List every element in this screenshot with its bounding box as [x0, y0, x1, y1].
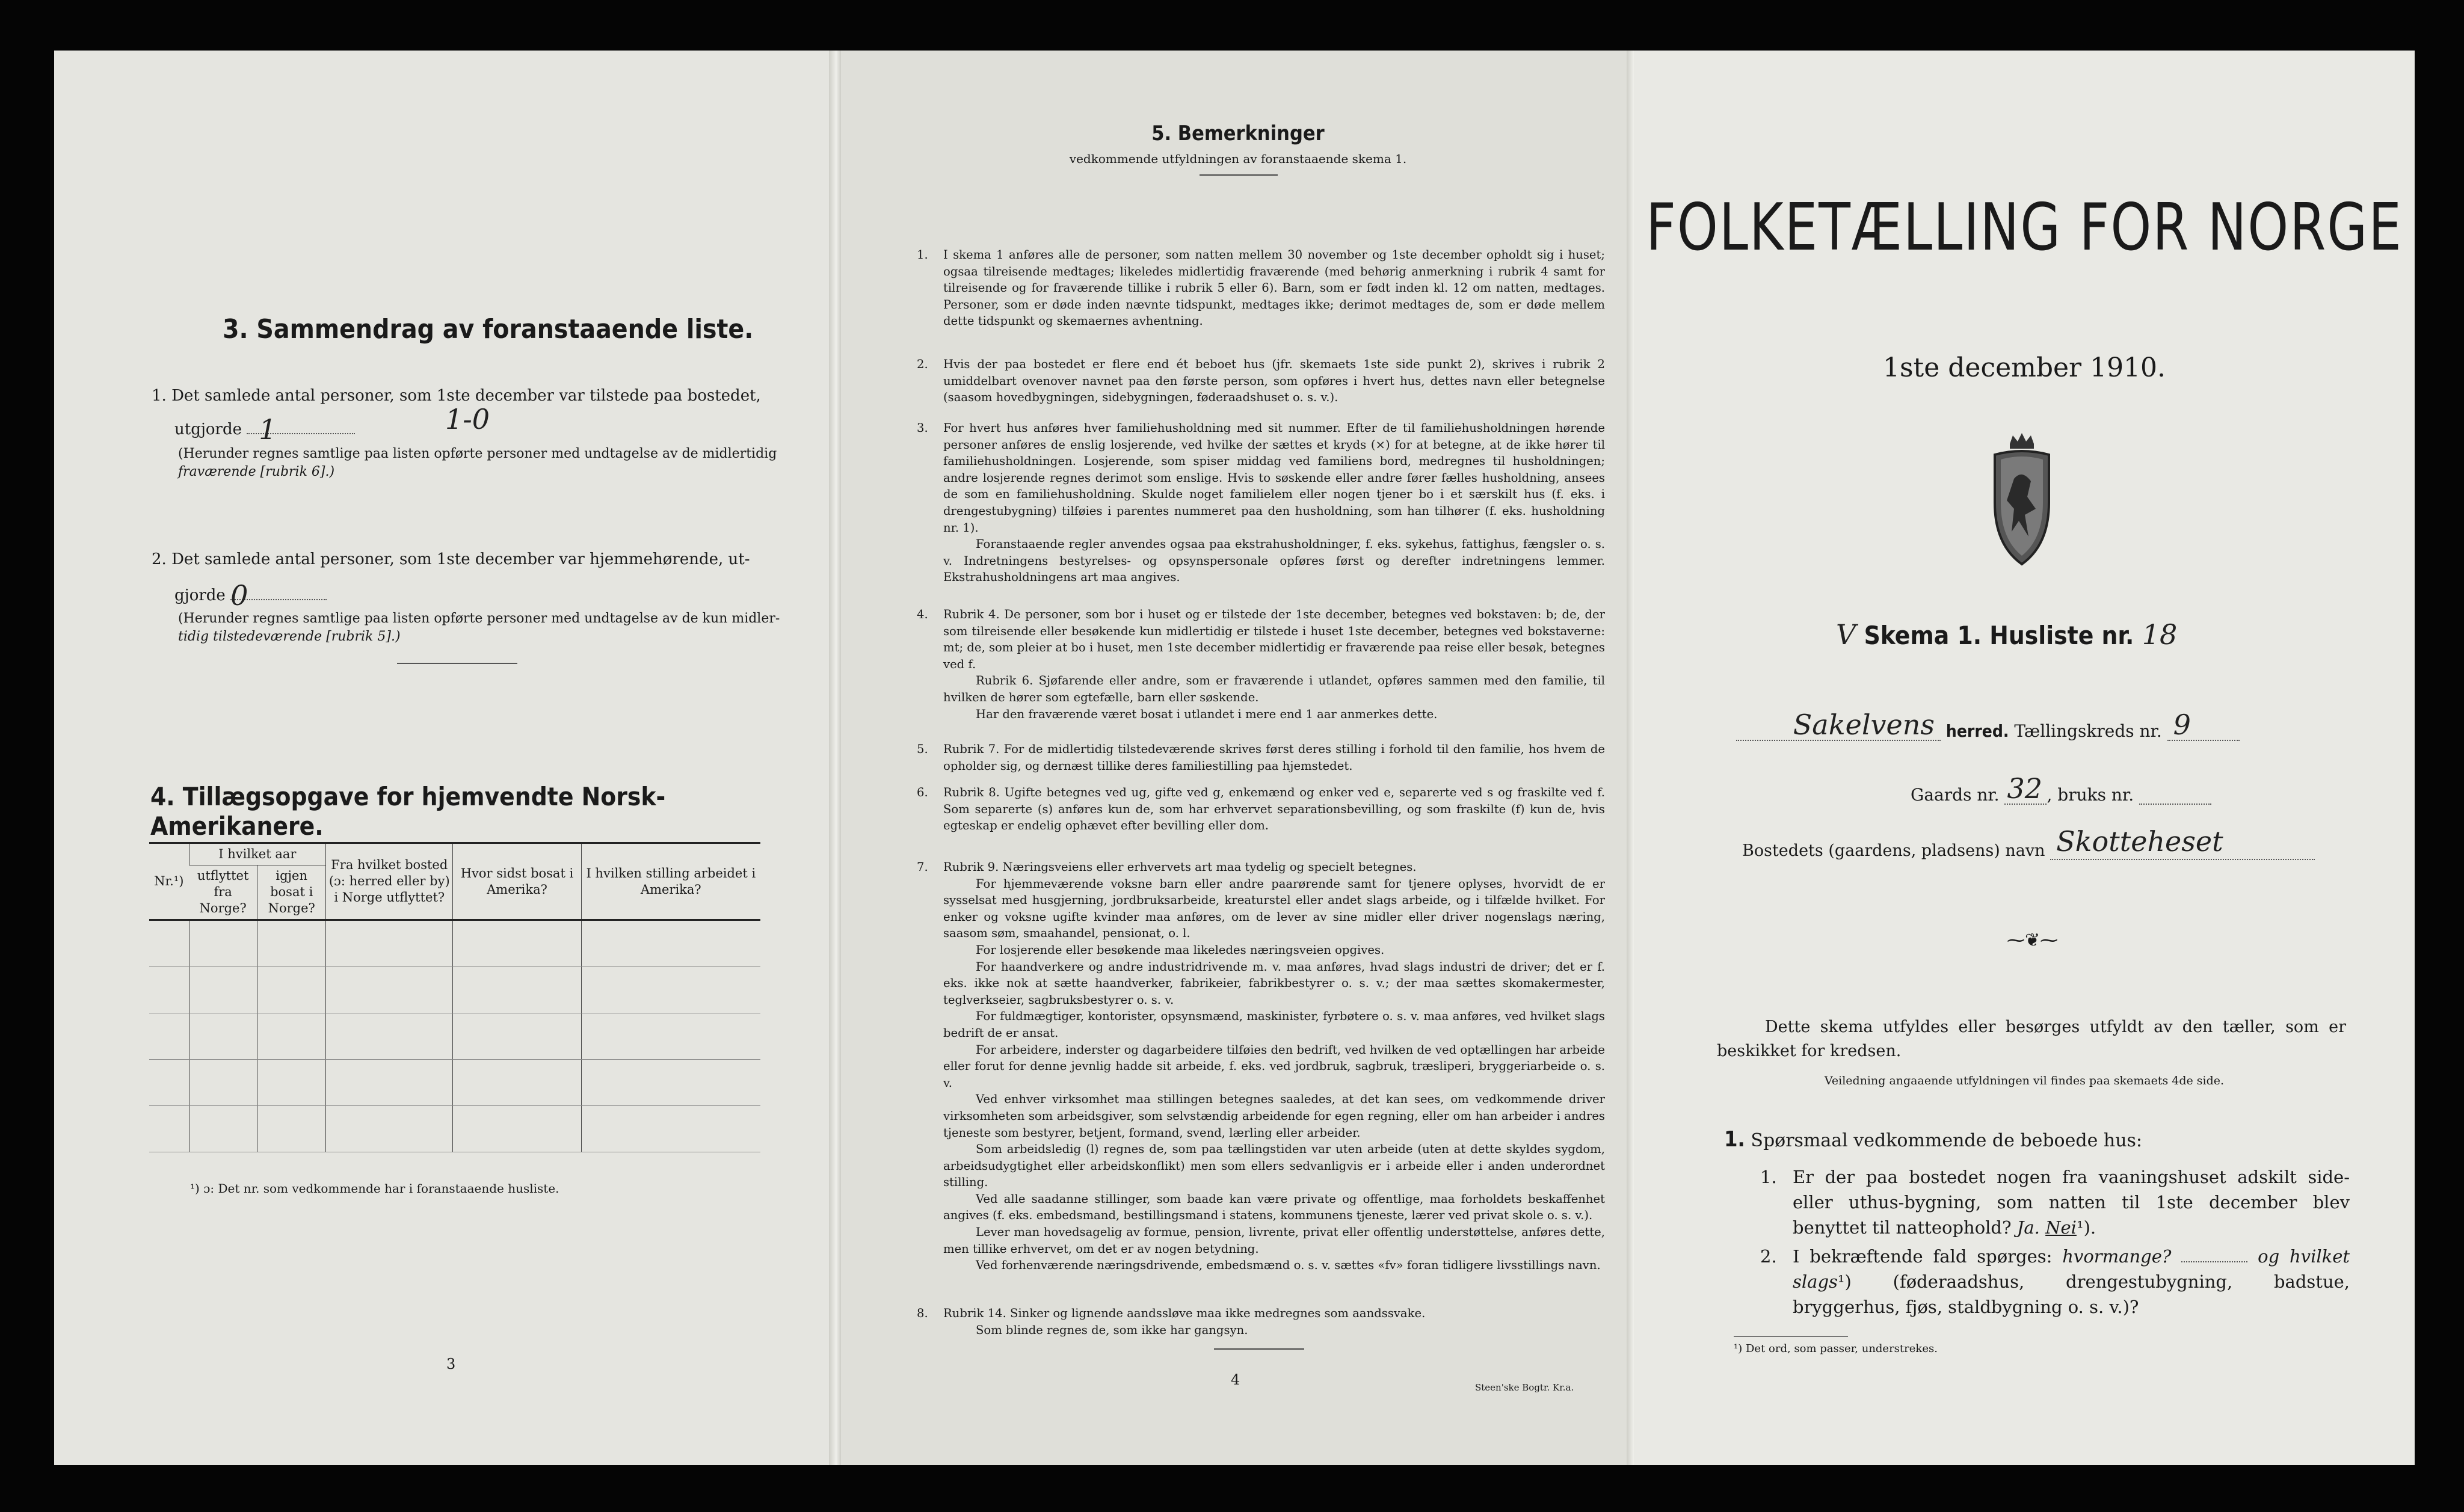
q2-rest: ¹) (føderaadshus, drengestubygning, badstue, bryggerhus, fjøs, staldbygning o. s. v.)?	[1793, 1271, 2350, 1317]
remark-paragraph: Som blinde regnes de, som ikke har gangsyn.	[976, 1323, 1248, 1337]
q2-text: 2. Det samlede antal personer, som 1ste december var hjemmehørende, ut-	[152, 550, 750, 568]
remark-number: 5.	[917, 742, 928, 756]
remark-paragraph: Rubrik 9. Næringsveiens eller erhvervets art maa tydelig og specielt betegnes.	[943, 860, 1417, 874]
q1-tail: ¹).	[2076, 1217, 2096, 1238]
remark-item	[917, 784, 1605, 834]
printer-mark: Steen'ske Bogtr. Kr.a.	[1475, 1382, 1574, 1393]
remark-paragraph: Rubrik 4. De personer, som bor i huset og er tilstede der 1ste december, betegnes ved bokstaven: b; de, der som tilreisende eller besøkende kun midlertidig er tilstede i huset 1ste december, betegnes ved bokstaverne: mt; de, som pleier at bo i huset, men 1ste december midlertidig er fraværende paa reise eller besøk, betegnes ved f.	[943, 607, 1605, 671]
remark-item	[917, 356, 1605, 406]
footnote-rule	[1734, 1336, 1848, 1337]
instruction-2: Veiledning angaaende utfyldningen vil findes paa skemaets 4de side.	[1824, 1074, 2225, 1087]
page-3	[54, 51, 829, 1465]
ornament-icon: ⁓❦⁓	[2007, 930, 2059, 951]
krets-value: 9	[2173, 708, 2191, 741]
remark-paragraph: For hvert hus anføres hver familiehusholdning med sit nummer. Efter de til familiehusholdningen hørende personer anføres de enslig losjerende, ved hvilke der sættes et kryds (×) for at betegne, at de ikke hører til familiehusholdningen. Losjerende, som spiser middag ved familiens bord, medregnes til husholdningen; andre losjerende regnes derimot som enslige. Hvis to søskende eller andre fører fælles husholdning, ansees de som en familiehusholdning. Skulde noget familielem eller nogen tjener bo i et særskilt hus (f. eks. i drengestubygning) tilføies i parentes nummeret paa den husholdning, som han tilhører (f. eks. husholdning nr. 1).	[943, 421, 1605, 535]
coat-of-arms-icon	[1977, 431, 2067, 569]
q2-num: 2.	[1760, 1246, 1777, 1267]
remark-item	[917, 741, 1605, 774]
gaards-line	[1911, 772, 2211, 805]
remark-paragraph: Ved enhver virksomhet maa stillingen betegnes saaledes, at det kan sees, om vedkommende driver virksomheten som arbeidsgiver, som selvstændig arbeidende for egen regning, eller om han arbeider i andres tjeneste som bestyrer, betjent, formand, svend, lærling eller arbeider.	[943, 1092, 1605, 1140]
q1-note1: (Herunder regnes samtlige paa listen opførte personer med undtagelse av de midlertidig	[178, 446, 777, 461]
remark-number: 6.	[917, 785, 928, 799]
skema-label: Skema 1. Husliste nr.	[1864, 621, 2134, 650]
bosted-value: Skotteheset	[2056, 825, 2223, 858]
remark-paragraph: Rubrik 7. For de midlertidig tilstedeværende skrives først deres stilling i forhold til den familie, hos hvem de opholder sig, og dernæst tillike deres familiestilling paa hjemstedet.	[943, 742, 1605, 773]
remark-paragraph: Har den fraværende været bosat i utlandet i mere end 1 aar anmerkes dette.	[976, 707, 1438, 721]
page-1	[1634, 51, 2415, 1465]
check-mark: V	[1836, 618, 1856, 651]
remark-paragraph: Hvis der paa bostedet er flere end ét beboet hus (jfr. skemaets 1ste side punkt 2), skrives i rubrik 2 umiddelbart ovenover navnet paa den første person, som opføres i hvert hus, dettes navn eller betegnelse (saasom hovedbygningen, sidebygningen, føderaadshuset o. s. v.).	[943, 357, 1605, 405]
herred-line	[1736, 708, 2386, 741]
questions-heading-text: Spørsmaal vedkommende de beboede hus:	[1751, 1130, 2143, 1151]
q2-how-many: hvormange?	[2062, 1246, 2172, 1267]
remarks-title: 5. Bemerkninger	[1151, 121, 1325, 146]
remark-paragraph: For losjerende eller besøkende maa likeledes næringsveien opgives.	[976, 942, 1385, 957]
q2-pre: I bekræftende fald spørges:	[1793, 1246, 2053, 1267]
remark-item	[917, 859, 1605, 1274]
table-row	[149, 1013, 760, 1060]
q1-num: 1.	[1760, 1167, 1777, 1187]
col-nr: Nr.¹)	[149, 843, 189, 920]
table-row	[149, 967, 760, 1013]
remark-paragraph: For arbeidere, inderster og dagarbeidere tilføies den bedrift, ved hvilken de ved optællingen har arbeide eller forut for denne jevnlig hadde sit arbeide, f. eks. ved jordbruk, sagbruk, træsliperi, bryggeriarbeide o. s. v.	[943, 1042, 1605, 1090]
divider	[397, 663, 517, 664]
q1-nei[interactable]: Nei	[2045, 1217, 2077, 1238]
q2-answer-line	[174, 579, 327, 612]
gaards-label: Gaards nr.	[1911, 785, 2000, 805]
table-footnote: ¹) ɔ: Det nr. som vedkommende har i foranstaaende husliste.	[190, 1181, 559, 1196]
bosted-label: Bostedets (gaardens, pladsens) navn	[1742, 841, 2045, 860]
krets-field[interactable]	[2167, 708, 2240, 741]
divider	[1214, 1348, 1304, 1350]
table-row	[149, 1060, 760, 1106]
remark-paragraph: Rubrik 6. Sjøfarende eller andre, som er fraværende i utlandet, opføres sammen med den familie, til hvilken de hører som egtefælle, barn eller søskende.	[943, 674, 1605, 704]
col-occupation: I hvilken stilling arbeidet i Amerika?	[581, 843, 760, 920]
q1-answer-field[interactable]	[247, 413, 355, 446]
krets-label: Tællingskreds nr.	[2014, 721, 2162, 741]
col-from-where: Fra hvilket bosted (ɔ: herred eller by) i Norge utflyttet?	[326, 843, 453, 920]
q2-what: og hvilket slags	[1793, 1246, 2350, 1292]
table-row	[149, 920, 760, 967]
question-2	[1760, 1244, 2350, 1320]
remark-number: 2.	[917, 357, 928, 371]
col-returned: igjen bosat i Norge?	[257, 865, 326, 920]
remark-item	[917, 420, 1605, 586]
col-year-group: I hvilket aar	[189, 843, 326, 865]
remark-paragraph: I skema 1 anføres alle de personer, som natten mellem 30 november og 1ste december opholdt sig i huset; ogsaa tilreisende medtages; likeledes midlertidig fraværende (med behørig anmerkning i rubrik 4 samt for tilreisende og for fraværende tillike i rubrik 5 eller 6). Barn, som er født inden kl. 12 om natten, medtages. Personer, som er døde inden nævnte tidspunkt, medtages ikke; derimot medtages de, som er døde mellem dette tidspunkt og skemaernes avhentning.	[943, 248, 1605, 328]
q1-text: Er der paa bostedet nogen fra vaaningshuset adskilt side- eller uthus-bygning, som natten til 1ste december blev benyttet til natteophold?	[1793, 1167, 2350, 1238]
q2-note1: (Herunder regnes samtlige paa listen opførte personer med undtagelse av de kun midler-	[178, 611, 780, 626]
remark-number: 8.	[917, 1306, 928, 1320]
table-row	[149, 1106, 760, 1152]
q2-how-many-field[interactable]	[2181, 1261, 2247, 1262]
q1-note2: fraværende [rubrik 6].)	[178, 464, 335, 479]
bosted-line	[1742, 825, 2315, 860]
gaards-field[interactable]	[2004, 772, 2047, 805]
q1-text: 1. Det samlede antal personer, som 1ste december var tilstede paa bostedet,	[152, 387, 761, 405]
questions-heading-num: 1.	[1724, 1127, 1745, 1152]
q1-prefix: utgjorde	[174, 420, 242, 438]
norwegian-american-table	[149, 842, 760, 1152]
q1-answer-line	[174, 413, 355, 446]
question-1	[1760, 1164, 2350, 1240]
remark-item	[917, 1305, 1605, 1338]
remark-number: 3.	[917, 421, 928, 435]
q1-note-answer: 1-0	[445, 403, 490, 435]
remark-paragraph: Lever man hovedsagelig av formue, pension, livrente, privat eller offentlig understøttelse, anføres dette, men tillike erhvervet, om det er av nogen betydning.	[943, 1225, 1605, 1256]
remark-number: 1.	[917, 248, 928, 262]
section3-title: 3. Sammendrag av foranstaaende liste.	[223, 314, 754, 345]
herred-value: Sakelvens	[1793, 708, 1935, 741]
remark-number: 7.	[917, 860, 928, 874]
bruks-label: , bruks nr.	[2047, 785, 2134, 805]
col-last-place: Hvor sidst bosat i Amerika?	[453, 843, 581, 920]
remark-paragraph: Ved alle saadanne stillinger, som baade kan være private og offentlige, maa forholdets beskaffenhet angives (f. eks. embedsmand, bestillingsmand i statens, kommunens tjeneste, lærer ved privat skole o. s. v.).	[943, 1191, 1605, 1223]
section4-title: 4. Tillægsopgave for hjemvendte Norsk-Amerikanere.	[150, 782, 666, 841]
q2-note2: tidig tilstedeværende [rubrik 5].)	[178, 629, 401, 644]
instruction-1: Dette skema utfyldes eller besørges utfyldt av den tæller, som er beskikket for kredsen.	[1717, 1018, 2346, 1060]
remark-number: 4.	[917, 607, 928, 621]
footnote: ¹) Det ord, som passer, understrekes.	[1734, 1342, 1938, 1355]
remark-paragraph: Rubrik 14. Sinker og lignende aandssløve maa ikke medregnes som aandssvake.	[943, 1306, 1426, 1320]
remark-paragraph: Foranstaaende regler anvendes ogsaa paa ekstrahusholdninger, f. eks. sykehus, fattighus, fængsler o. s. v. Indretningens bestyrelses- og opsynspersonale opføres først og derefter indretningens lemmer. Ekstrahusholdningens art maa angives.	[943, 537, 1605, 585]
remark-paragraph: Som arbeidsledig (l) regnes de, som paa tællingstiden var uten arbeide (uten at dette skyldes sygdom, arbeidsudygtighet eller arbeidskonflikt) men som ellers sedvanligvis er i arbeide eller i anden underordnet stilling.	[943, 1142, 1605, 1190]
gaards-value: 32	[2007, 772, 2043, 805]
q2-answer-field[interactable]	[230, 579, 327, 612]
q2-answer: 0	[230, 579, 248, 612]
herred-field[interactable]	[1736, 708, 1941, 741]
remark-paragraph: Ved forhenværende næringsdrivende, embedsmænd o. s. v. sættes «fv» foran tidligere livsstillings navn.	[976, 1258, 1601, 1273]
remark-item	[917, 606, 1605, 722]
q2-prefix: gjorde	[174, 586, 226, 604]
skema-line	[1836, 618, 2177, 651]
page-number: 3	[446, 1356, 456, 1372]
page-4	[841, 51, 1635, 1465]
page-number: 4	[1231, 1371, 1240, 1388]
remark-paragraph: For haandverkere og andre industridrivende m. v. maa anføres, hvad slags industri de driver; det er f. eks. ikke nok at sætte haandverker, fabrikeier, fabrikbestyrer o. s. v.; der maa sættes skomakermester, teglverkseier, sagbruksbestyrer o. s. v.	[943, 959, 1605, 1007]
remark-item	[917, 247, 1605, 330]
remark-paragraph: For fuldmægtiger, kontorister, opsynsmænd, maskinister, fyrbøtere o. s. v. maa anføres, ved hvilket slags bedrift de er ansat.	[943, 1009, 1605, 1040]
census-title: FOLKETÆLLING FOR NORGE	[1646, 189, 2403, 265]
herred-label: herred.	[1945, 721, 2009, 741]
questions-heading	[1724, 1127, 2142, 1152]
remark-paragraph: For hjemmeværende voksne barn eller andre paarørende samt for tjenere oplyses, hvorvidt de er sysselsat med husgjerning, jordbruksarbeide, kreaturstel eller andet slags arbeide, og i tilfælde hvilket. For enker og voksne ugifte kvinder maa anføres, om de lever av sine midler eller driver nogenslags næring, saasom søm, smaahandel, pensionat, o. l.	[943, 876, 1605, 941]
husliste-number[interactable]: 18	[2142, 618, 2178, 651]
census-date: 1ste december 1910.	[1882, 352, 2166, 383]
divider	[1200, 174, 1278, 176]
q1-ja[interactable]: Ja.	[2016, 1217, 2040, 1238]
q1-answer: 1	[259, 413, 277, 446]
remarks-subtitle: vedkommende utfyldningen av foranstaaende skema 1.	[1069, 152, 1407, 166]
col-emigrated: utflyttet fra Norge?	[189, 865, 257, 920]
bruks-field[interactable]	[2139, 783, 2211, 805]
remark-paragraph: Rubrik 8. Ugifte betegnes ved ug, gifte ved g, enkemænd og enker ved e, separerte ved s og fraskilte ved f. Som separerte (s) anføres kun de, som har erhvervet separationsbevilling, og som fraskilte (f) kun de, hvis egteskap er endelig ophævet efter bevilling eller dom.	[943, 785, 1605, 833]
bosted-field[interactable]	[2050, 825, 2315, 860]
